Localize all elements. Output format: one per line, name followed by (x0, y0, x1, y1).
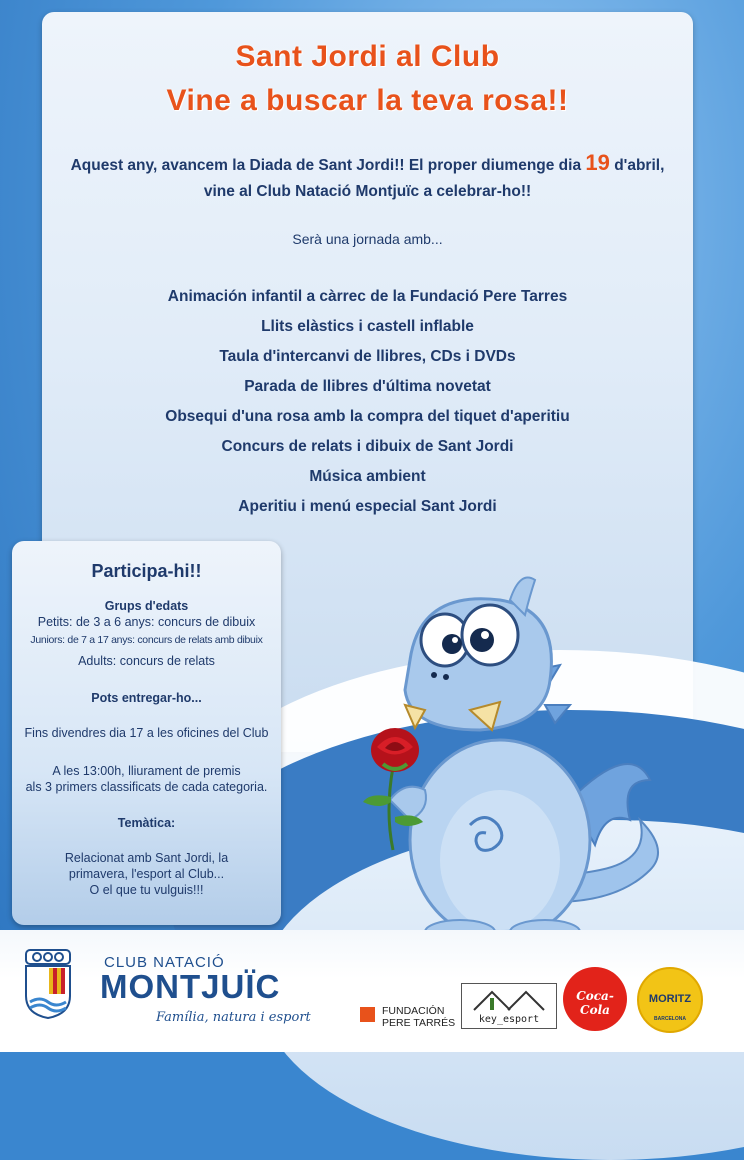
grup-adults: Adults: concurs de relats (78, 654, 215, 668)
activity-item: Obsequi d'una rosa amb la compra del tiquet d'aperitiu (165, 408, 570, 425)
key-esport-icon (472, 988, 546, 1012)
tema-line-2: primavera, l'esport al Club... (68, 867, 225, 881)
fundacion-square-icon (360, 1007, 375, 1022)
premis-line-1: A les 13:00h, lliurament de premis (52, 764, 241, 778)
tema-line-3: O el que tu vulguis!!! (89, 883, 204, 897)
key-esport-text: key_esport (478, 1014, 540, 1025)
intro-part-1: Aquest any, avancem la Diada de Sant Jordi!! El proper diumenge dia (70, 157, 582, 174)
tematica-heading: Temàtica: (117, 816, 176, 830)
fundacion-line-1: FUNDACIÓN (382, 1005, 445, 1017)
intro-line-2: vine al Club Natació Montjuïc a celebrar-ho!! (203, 183, 532, 200)
activity-item: Taula d'intercanvi de llibres, CDs i DVDs (219, 348, 516, 365)
club-name-small: CLUB NATACIÓ (104, 954, 225, 971)
grup-juniors: Juniors: de 7 a 17 anys: concurs de relats amb dibuix (30, 634, 263, 646)
fundacion-line-2: PERE TARRÉS (382, 1017, 456, 1029)
club-name-big: MONTJUÏC (100, 968, 281, 1005)
title-line-2: Vine a buscar la teva rosa!! (166, 84, 569, 117)
club-crest-icon (22, 948, 74, 1020)
rose-icon (355, 722, 435, 852)
tema-line-1: Relacionat amb Sant Jordi, la (64, 851, 229, 865)
activity-item: Llits elàstics i castell inflable (261, 318, 474, 335)
moritz-logo (637, 967, 703, 1033)
pots-heading: Pots entregar-ho... (91, 691, 202, 705)
moritz-city: BARCELONA (654, 1016, 686, 1022)
activity-item: Concurs de relats i dibuix de Sant Jordi (221, 438, 514, 455)
coca-cola-logo (563, 967, 627, 1031)
premis-line-2: als 3 primers classificats de cada categoria. (25, 780, 268, 794)
club-tagline: Família, natura i esport (156, 1010, 311, 1025)
participa-title: Participa-hi!! (91, 561, 202, 581)
moritz-text: MORITZ (648, 993, 692, 1005)
activities-list (42, 284, 693, 524)
intro-day: 19 (585, 150, 610, 175)
title-line-1: Sant Jordi al Club (235, 40, 500, 73)
intro-text (42, 150, 693, 205)
intro-part-2: d'abril, (614, 157, 665, 174)
intro-line-1 (42, 150, 693, 179)
participa-panel (12, 541, 281, 925)
grup-petits: Petits: de 3 a 6 anys: concurs de dibuix (37, 615, 256, 629)
activity-item: Parada de llibres d'última novetat (244, 378, 491, 395)
key-esport-logo (461, 983, 557, 1029)
sera-text: Serà una jornada amb... (292, 231, 443, 247)
coca-cola-text: Coca-Cola (576, 989, 614, 1017)
activity-item: Aperitiu i menú especial Sant Jordi (238, 498, 497, 515)
grups-heading: Grups d'edats (104, 599, 189, 613)
fins-text: Fins divendres dia 17 a les oficines del Club (24, 726, 269, 740)
activity-item: Animación infantil a càrrec de la Fundació Pere Tarres (167, 288, 568, 305)
activity-item: Música ambient (309, 468, 426, 485)
